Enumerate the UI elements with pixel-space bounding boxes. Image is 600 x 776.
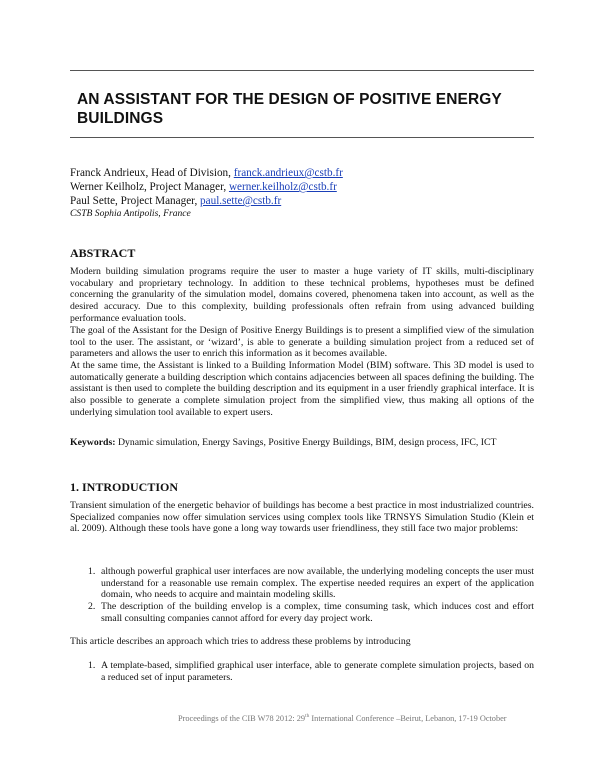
- introduction-paragraph: Transient simulation of the energetic behavior of buildings has become a best practice in most industrialized countries. Specialized companies now offer simulation services using complex tools like TRNSYS Simulation Studio (Klein et al. 2009). Although these tools have gone a long way towards user friendliness, they still face two major problems:: [70, 500, 534, 535]
- abstract-heading: ABSTRACT: [70, 246, 136, 260]
- approach-list: [88, 660, 534, 683]
- list-text: A template-based, simplified graphical user interface, able to generate complete simulation projects, based on a reduced set of input parameters.: [101, 660, 534, 683]
- abstract-paragraph: Modern building simulation programs require the user to master a huge variety of IT skills, multi-disciplinary vocabulary and proprietary technology. In addition to these technical problems, hypotheses must be defined concerning the granularity of the simulation model, domains covered, phenomena taken into account, as well as the desired accuracy. Due to this complexity, building professionals often refrain from using advanced building performance evaluation tools.: [70, 266, 534, 324]
- approach-paragraph: This article describes an approach which tries to address these problems by introducing: [70, 636, 411, 647]
- introduction-heading: 1. INTRODUCTION: [70, 480, 179, 494]
- list-item: [88, 660, 534, 683]
- list-number: 1.: [88, 660, 96, 671]
- list-text: The description of the building envelop is a complex, time consuming task, which induces cost and effort small consulting companies cannot afford for every day project work.: [101, 600, 534, 624]
- keywords-label: Keywords:: [70, 437, 116, 448]
- author-line: [70, 180, 540, 194]
- author-email-link[interactable]: werner.keilholz@cstb.fr: [228, 181, 337, 193]
- footer-text: Proceedings of the CIB W78 2012: 29: [178, 713, 306, 723]
- affiliation: CSTB Sophia Antipolis, France: [70, 208, 191, 219]
- footer-text: International Conference –Beirut, Lebanon, 17-19 October: [309, 713, 507, 723]
- keywords-text: Dynamic simulation, Energy Savings, Positive Energy Buildings, BIM, design process, IFC, ICT: [115, 437, 497, 448]
- footer-superscript: th: [305, 713, 310, 719]
- author-email-link[interactable]: paul.sette@cstb.fr: [200, 195, 282, 207]
- author-name: Werner Keilholz, Project Manager,: [70, 181, 229, 193]
- list-item: [88, 566, 534, 601]
- title-rule-top: [70, 70, 534, 71]
- author-line: [70, 166, 540, 180]
- list-number: 1.: [88, 566, 96, 577]
- list-item: [88, 601, 534, 624]
- author-name: Paul Sette, Project Manager,: [70, 195, 201, 207]
- list-number: 2.: [88, 600, 96, 612]
- problems-list: [88, 566, 534, 624]
- author-name: Franck Andrieux, Head of Division,: [70, 167, 234, 179]
- abstract-paragraph: At the same time, the Assistant is linked to a Building Information Model (BIM) software. This 3D model is used to automatically generate a building description which contains adjacencies between all spaces defining the building. The assistant is then used to complete the building description and its equipment in a user friendly graphical interface. It is also possible to generate a complete simulation project from the simplified view, thus making all options of the underlying simulation tool available to expert users.: [70, 360, 534, 418]
- page-footer: [178, 713, 558, 723]
- keywords: [70, 437, 534, 449]
- author-block: [70, 166, 540, 220]
- list-text: although powerful graphical user interfaces are now available, the underlying modeling concepts the user must understand for a reasonable use remain complex. The expertise needed requires an expert of the application domain, who needs to acquire and maintain modeling skills.: [101, 566, 534, 601]
- title-rule-bottom: [70, 137, 534, 138]
- author-line: [70, 194, 540, 208]
- author-email-link[interactable]: franck.andrieux@cstb.fr: [233, 167, 343, 179]
- paper-title: AN ASSISTANT FOR THE DESIGN OF POSITIVE ENERGY BUILDINGS: [77, 91, 502, 127]
- abstract-paragraph: The goal of the Assistant for the Design of Positive Energy Buildings is to present a simplified view of the simulation tool to the user. The assistant, or ‘wizard’, is able to generate a building simulation project from a reduced set of parameters and allows the user to enrich this information as it becomes available.: [70, 325, 534, 360]
